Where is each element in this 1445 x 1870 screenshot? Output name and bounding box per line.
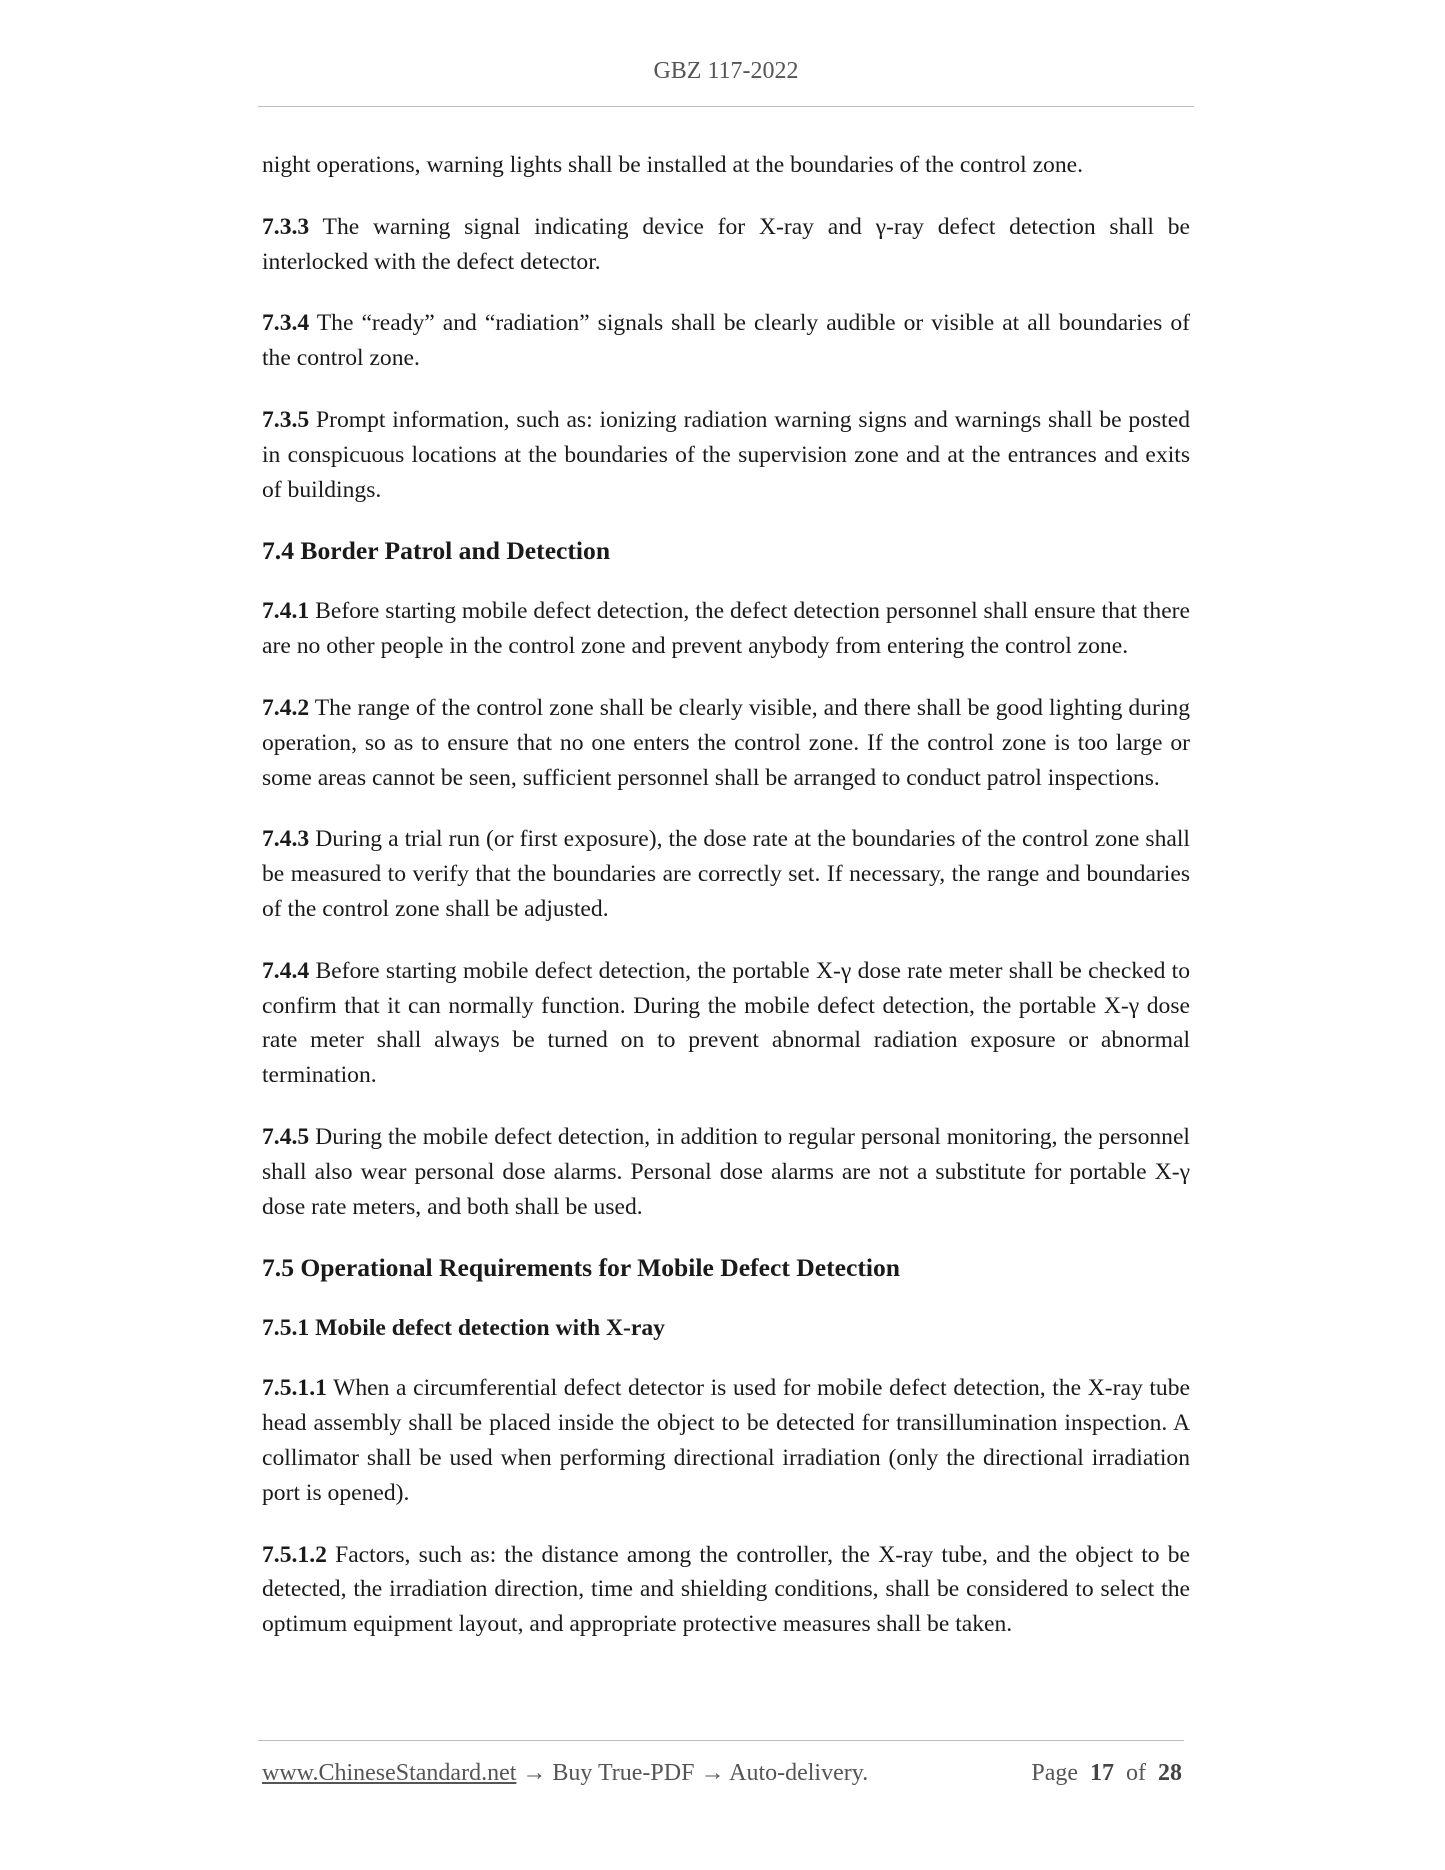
clause-number: 7.3.4: [262, 310, 310, 337]
clause-7-5-1-1: [262, 1371, 1190, 1510]
footer-promo: [262, 1760, 868, 1787]
clause-7-3-5: [262, 403, 1190, 507]
paragraph-text: night operations, warning lights shall be installed at the boundaries of the control zone.: [262, 152, 1084, 178]
page-header: GBZ 117-2022: [653, 58, 799, 84]
clause-7-4-5: [262, 1120, 1190, 1224]
clause-number: 7.4.5: [262, 1123, 310, 1150]
subsection-heading-7-5-1: 7.5.1 Mobile defect detection with X-ray: [262, 1315, 665, 1342]
website-link[interactable]: www.ChineseStandard.net: [262, 1760, 517, 1786]
clause-text: During a trial run (or first exposure), the dose rate at the boundaries of the control zone shall be measured to verify that the boundaries are correctly set. If necessary, the range and boundaries of the control zone shall be adjusted.: [262, 826, 1190, 922]
clause-7-4-1: [262, 594, 1190, 664]
clause-text: Before starting mobile defect detection, the portable X-γ dose rate meter shall be checked to confirm that it can normally function. During the mobile defect detection, the portable X-γ dose rate meter shall always be turned on to prevent abnormal radiation exposure or abnormal termination.: [262, 957, 1190, 1089]
footer-promo-text: → Buy True-PDF → Auto-delivery.: [516, 1760, 869, 1786]
clause-text: Before starting mobile defect detection, the defect detection personnel shall ensure that there are no other people in the control zone and prevent anybody from entering the control zone.: [262, 598, 1190, 660]
clause-number: 7.3.5: [262, 406, 310, 433]
clause-7-5-1-2: [262, 1538, 1190, 1642]
clause-7-3-3: [262, 210, 1190, 280]
paragraph-continued: [262, 148, 1190, 183]
section-heading-7-5: 7.5 Operational Requirements for Mobile Defect Detection: [262, 1253, 901, 1283]
clause-number: 7.3.3: [262, 213, 310, 240]
page-word: Page: [1031, 1760, 1078, 1786]
page-content: [262, 148, 1190, 1669]
clause-text: Prompt information, such as: ionizing radiation warning signs and warnings shall be posted in conspicuous locations at the boundaries of the supervision zone and at the entrances and exits of buildings.: [262, 406, 1190, 503]
of-word: of: [1126, 1760, 1146, 1786]
clause-7-4-3: [262, 822, 1190, 926]
clause-number: 7.5.1.2: [262, 1541, 327, 1568]
clause-text: When a circumferential defect detector is used for mobile defect detection, the X-ray tube head assembly shall be placed inside the object to be detected for transillumination inspection. A collimator shall be used when performing directional irradiation (only the directional irradiation port is opened).: [262, 1375, 1190, 1506]
clause-text: The warning signal indicating device for X-ray and γ-ray defect detection shall be interlocked with the defect detector.: [262, 213, 1190, 275]
section-heading-7-4: 7.4 Border Patrol and Detection: [262, 536, 611, 566]
clause-number: 7.5.1.1: [262, 1375, 327, 1402]
clause-number: 7.4.3: [262, 826, 310, 853]
page-footer: [262, 1760, 1182, 1787]
clause-7-3-4: [262, 306, 1190, 376]
clause-7-4-4: [262, 954, 1190, 1093]
clause-text: The “ready” and “radiation” signals shall be clearly audible or visible at all boundaries of the control zone.: [262, 310, 1190, 372]
footer-divider: [258, 1740, 1184, 1741]
page-indicator: [1031, 1760, 1182, 1787]
current-page-number: 17: [1090, 1760, 1114, 1786]
clause-number: 7.4.1: [262, 598, 310, 625]
clause-text: Factors, such as: the distance among the controller, the X-ray tube, and the object to be detected, the irradiation direction, time and shielding conditions, shall be considered to select the optimum equipment layout, and appropriate protective measures shall be taken.: [262, 1541, 1190, 1638]
header-divider: [258, 106, 1194, 107]
clause-text: The range of the control zone shall be clearly visible, and there shall be good lighting during operation, so as to ensure that no one enters the control zone. If the control zone is too large or some areas cannot be seen, sufficient personnel shall be arranged to conduct patrol inspections.: [262, 694, 1190, 791]
clause-7-4-2: [262, 691, 1190, 795]
total-page-count: 28: [1158, 1760, 1182, 1786]
clause-text: During the mobile defect detection, in addition to regular personal monitoring, the personnel shall also wear personal dose alarms. Personal dose alarms are not a substitute for portable X-γ dose rate meters, and both shall be used.: [262, 1123, 1190, 1220]
clause-number: 7.4.4: [262, 957, 310, 984]
clause-number: 7.4.2: [262, 694, 310, 721]
